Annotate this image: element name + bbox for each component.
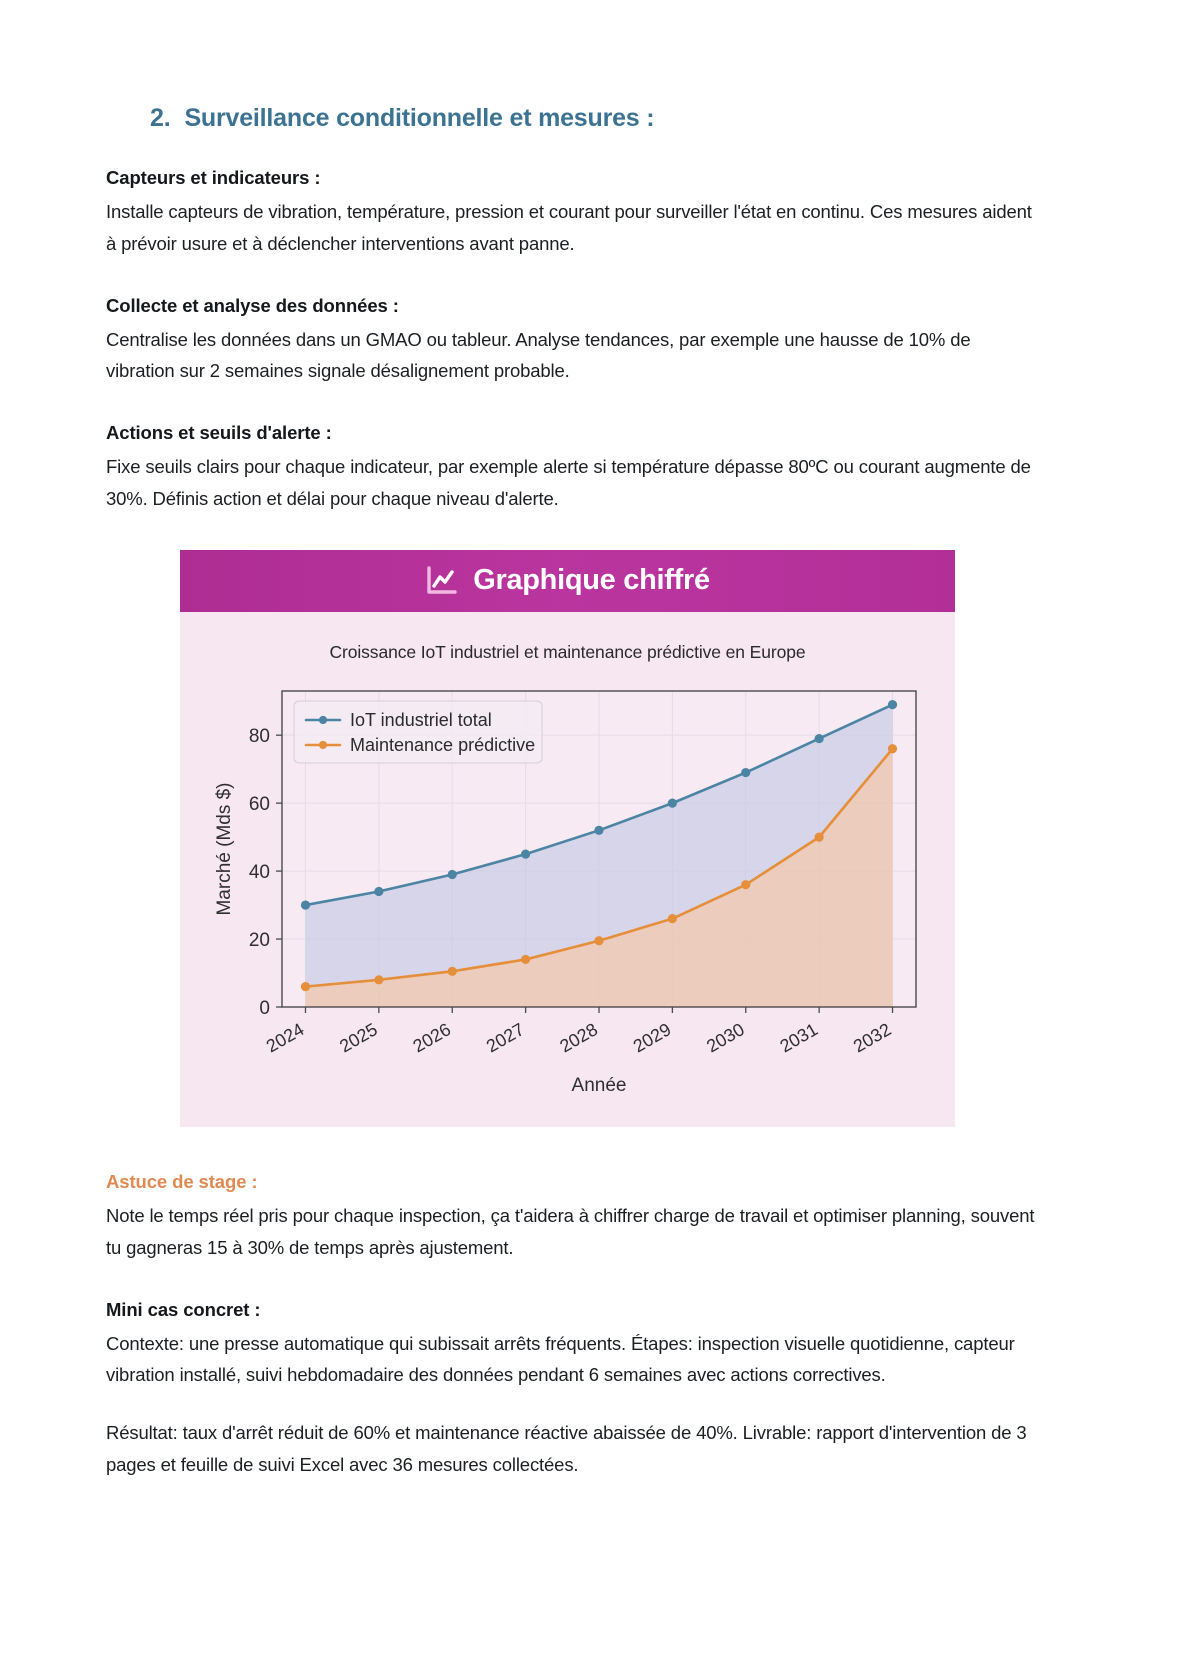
svg-text:2027: 2027 (482, 1019, 528, 1057)
block-heading: Actions et seuils d'alerte : (106, 422, 332, 444)
block-heading: Collecte et analyse des données : (106, 294, 399, 316)
svg-text:IoT industriel total: IoT industriel total (350, 709, 492, 730)
svg-text:2029: 2029 (629, 1019, 675, 1057)
block-paragraph: Centralise les données dans un GMAO ou tableur. Analyse tendances, par exemple une hausse de 10% de vibration sur 2 semaines signale désalignement probable. (106, 328, 971, 382)
block-paragraph: Fixe seuils clairs pour chaque indicateur, par exemple alerte si température dépasse 80ºC ou courant augmente de 30%. Définis action et délai pour chaque niveau d'alerte. (106, 456, 1031, 510)
svg-text:40: 40 (248, 861, 270, 883)
tip-paragraph: Note le temps réel pris pour chaque inspection, ça t'aidera à chiffrer charge de travail et optimiser planning, souvent tu gagneras 15 à 30% de temps après ajustement. (106, 1204, 1035, 1258)
svg-text:60: 60 (248, 794, 270, 816)
chart-plot (204, 677, 931, 1097)
content-block-collecte (106, 295, 1050, 388)
chart-card (180, 550, 955, 1127)
case-paragraph-result: Résultat: taux d'arrêt réduit de 60% et maintenance réactive abaissée de 40%. Livrable: rapport d'intervention de 3 pages et feuille de suivi Excel avec 36 mesures collectées. (106, 1422, 1027, 1475)
case-paragraph-context: Contexte: une presse automatique qui subissait arrêts fréquents. Étapes: inspection visuelle quotidienne, capteur vibration installé, suivi hebdomadaire des données pendant 6 semaines avec actions correctives. (106, 1332, 1015, 1386)
block-paragraph: Installe capteurs de vibration, température, pression et courant pour surveiller l'état en continu. Ces mesures aident à prévoir usure et à déclencher interventions avant panne. (106, 201, 1032, 254)
svg-text:2030: 2030 (703, 1019, 748, 1057)
svg-text:Maintenance prédictive: Maintenance prédictive (350, 734, 536, 755)
svg-text:20: 20 (248, 929, 270, 951)
chart-body (180, 612, 955, 1127)
page-title: Surveillance conditionnelle et mesures : (184, 104, 655, 132)
content-block-capteurs (106, 167, 1050, 260)
svg-text:2024: 2024 (262, 1019, 308, 1057)
case-heading: Mini cas concret : (106, 1298, 261, 1320)
svg-text:Année: Année (571, 1074, 627, 1096)
chart-svg (204, 677, 931, 1097)
block-heading: Capteurs et indicateurs : (106, 167, 321, 188)
svg-text:2026: 2026 (409, 1019, 455, 1057)
svg-text:0: 0 (259, 997, 270, 1019)
content-block-astuce (106, 1171, 1050, 1264)
chart-title: Croissance IoT industriel et maintenance prédictive en Europe (329, 641, 806, 662)
svg-text:2025: 2025 (336, 1019, 381, 1057)
svg-text:2032: 2032 (849, 1019, 895, 1057)
tip-heading: Astuce de stage : (106, 1170, 258, 1192)
line-chart-icon (425, 564, 459, 598)
section-number: 2. (150, 104, 171, 132)
content-block-actions (106, 422, 1050, 515)
section-heading (150, 104, 1050, 133)
chart-banner (180, 550, 955, 612)
svg-text:80: 80 (248, 726, 270, 748)
svg-text:Marché (Mds $): Marché (Mds $) (214, 782, 235, 916)
svg-text:2028: 2028 (556, 1019, 601, 1057)
chart-banner-label: Graphique chiffré (473, 564, 710, 597)
content-block-mini-cas (106, 1299, 1050, 1481)
svg-text:2031: 2031 (776, 1019, 822, 1057)
